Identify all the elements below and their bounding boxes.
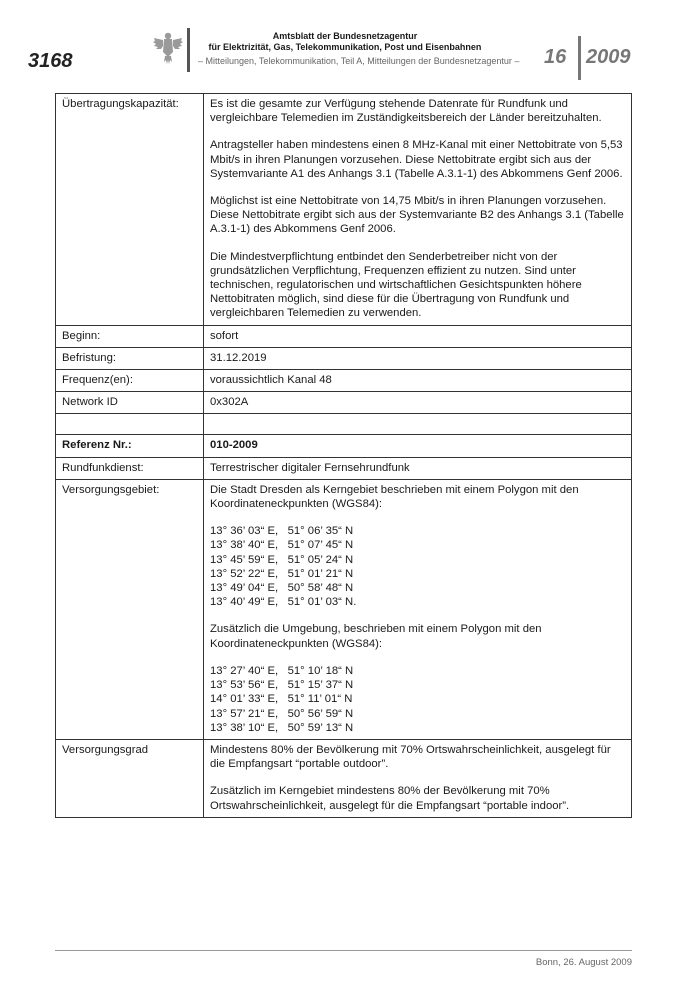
journal-subtitle: für Elektrizität, Gas, Telekommunikation, Post und Eisenbahnen <box>208 42 482 52</box>
row-value: 010-2009 <box>204 435 632 457</box>
issue-number: 16 <box>544 46 567 68</box>
issue-divider <box>578 36 581 80</box>
table-row <box>56 347 632 369</box>
coordinate: 14° 01’ 33“ E, 51° 11’ 01“ N <box>210 693 353 706</box>
paragraph: Möglichst ist eine Nettobitrate von 14,75 Mbit/s in ihren Planungen vorzusehen. Diese Nettobitrate ergibt sich aus der Systemvariante B2 des Anhangs 3.1 (Tabelle A.3.1-1) des Abkommens Genf 2006. <box>210 195 624 236</box>
coordinate: 13° 45’ 59“ E, 51° 05’ 24“ N <box>210 553 354 566</box>
paragraph: Zusätzlich die Umgebung, beschrieben mit einem Polygon mit den Koordinateneckpunkten (WGS84): <box>210 623 542 650</box>
row-value <box>204 739 632 817</box>
footer-date: Bonn, 26. August 2009 <box>535 957 632 968</box>
section-subtitle: – Mitteilungen, Telekommunikation, Teil A, Mitteilungen der Bundesnetzagentur – <box>198 56 520 66</box>
table-row <box>56 739 632 817</box>
paragraph: Es ist die gesamte zur Verfügung stehende Datenrate für Rundfunk und vergleichbare Telemedien im Zuständigkeitsbereich der Länder bereitzuhalten. <box>210 98 602 125</box>
table-row <box>56 392 632 414</box>
coordinate: 13° 52’ 22“ E, 51° 01’ 21“ N <box>210 567 354 580</box>
table-row <box>56 435 632 457</box>
row-label: Versorgungsgrad <box>56 739 204 817</box>
row-label: Rundfunkdienst: <box>56 457 204 479</box>
row-label: Versorgungsgebiet: <box>56 479 204 739</box>
federal-eagle-icon <box>152 30 184 66</box>
issue-year: 2009 <box>586 46 631 68</box>
coordinate: 13° 36’ 03“ E, 51° 06’ 35“ N <box>210 525 354 538</box>
empty-row <box>56 414 632 435</box>
table-row <box>56 479 632 739</box>
row-label: Übertragungskapazität: <box>56 94 204 326</box>
page-header <box>0 0 700 90</box>
row-value: 31.12.2019 <box>204 347 632 369</box>
table-row <box>56 325 632 347</box>
footer-divider <box>55 950 632 951</box>
coordinate-list <box>210 664 625 735</box>
coordinate-list <box>210 524 625 609</box>
paragraph: Die Mindestverpflichtung entbindet den Senderbetreiber nicht von der grundsätzlichen Verpflichtung, Frequenzen effizient zu nutzen. Sind unter technischen, regulatorischen und wirtschaftlichen Gesichtspunkten höhere Nettobitraten möglich, sind diese für die Übertragung von Rundfunk und vergleichbaren Telemedien zu verwenden. <box>210 250 582 320</box>
row-value: 0x302A <box>204 392 632 414</box>
row-value <box>204 94 632 326</box>
coordinate: 13° 38’ 10“ E, 50° 59’ 13“ N <box>210 721 354 734</box>
coordinate: 13° 40’ 49“ E, 51° 01’ 03“ N. <box>210 596 357 609</box>
page-number: 3168 <box>28 50 73 72</box>
coordinate: 13° 49’ 04“ E, 50° 58’ 48“ N <box>210 582 354 595</box>
coordinate: 13° 27’ 40“ E, 51° 10’ 18“ N <box>210 664 354 677</box>
table-row <box>56 457 632 479</box>
coordinate: 13° 57’ 21“ E, 50° 56’ 59“ N <box>210 707 354 720</box>
journal-title: Amtsblatt der Bundesnetzagentur <box>272 31 418 41</box>
row-value <box>204 479 632 739</box>
coordinate: 13° 53’ 56“ E, 51° 15’ 37“ N <box>210 679 354 692</box>
table-row <box>56 370 632 392</box>
row-value: Terrestrischer digitaler Fernsehrundfunk <box>204 457 632 479</box>
paragraph: Zusätzlich im Kerngebiet mindestens 80% der Bevölkerung mit 70% Ortswahrscheinlichkeit, ausgelegt für die Empfangsart “portable indoor”. <box>210 785 570 812</box>
table-row <box>56 94 632 326</box>
row-value: voraussichtlich Kanal 48 <box>204 370 632 392</box>
paragraph: Die Stadt Dresden als Kerngebiet beschrieben mit einem Polygon mit den Koordinateneckpunkten (WGS84): <box>210 483 579 511</box>
row-label: Frequenz(en): <box>56 370 204 392</box>
coordinate: 13° 38’ 40“ E, 51° 07’ 45“ N <box>210 539 354 552</box>
row-label: Network ID <box>56 392 204 414</box>
paragraph: Mindestens 80% der Bevölkerung mit 70% Ortswahrscheinlichkeit, ausgelegt für die Empfangsart “portable outdoor”. <box>210 743 611 771</box>
paragraph: Antragsteller haben mindestens einen 8 MHz-Kanal mit einer Nettobitrate von 5,53 Mbit/s in ihren Planungen vorzusehen. Diese Nettobitrate ergibt sich aus der Systemvariante A1 des Anhangs 3.1 (Tabelle A.3.1-1) des Abkommens Genf 2006. <box>210 139 623 180</box>
allocation-table <box>55 93 632 818</box>
row-label: Befristung: <box>56 347 204 369</box>
row-value: sofort <box>204 325 632 347</box>
row-label: Beginn: <box>56 325 204 347</box>
row-label: Referenz Nr.: <box>56 435 204 457</box>
